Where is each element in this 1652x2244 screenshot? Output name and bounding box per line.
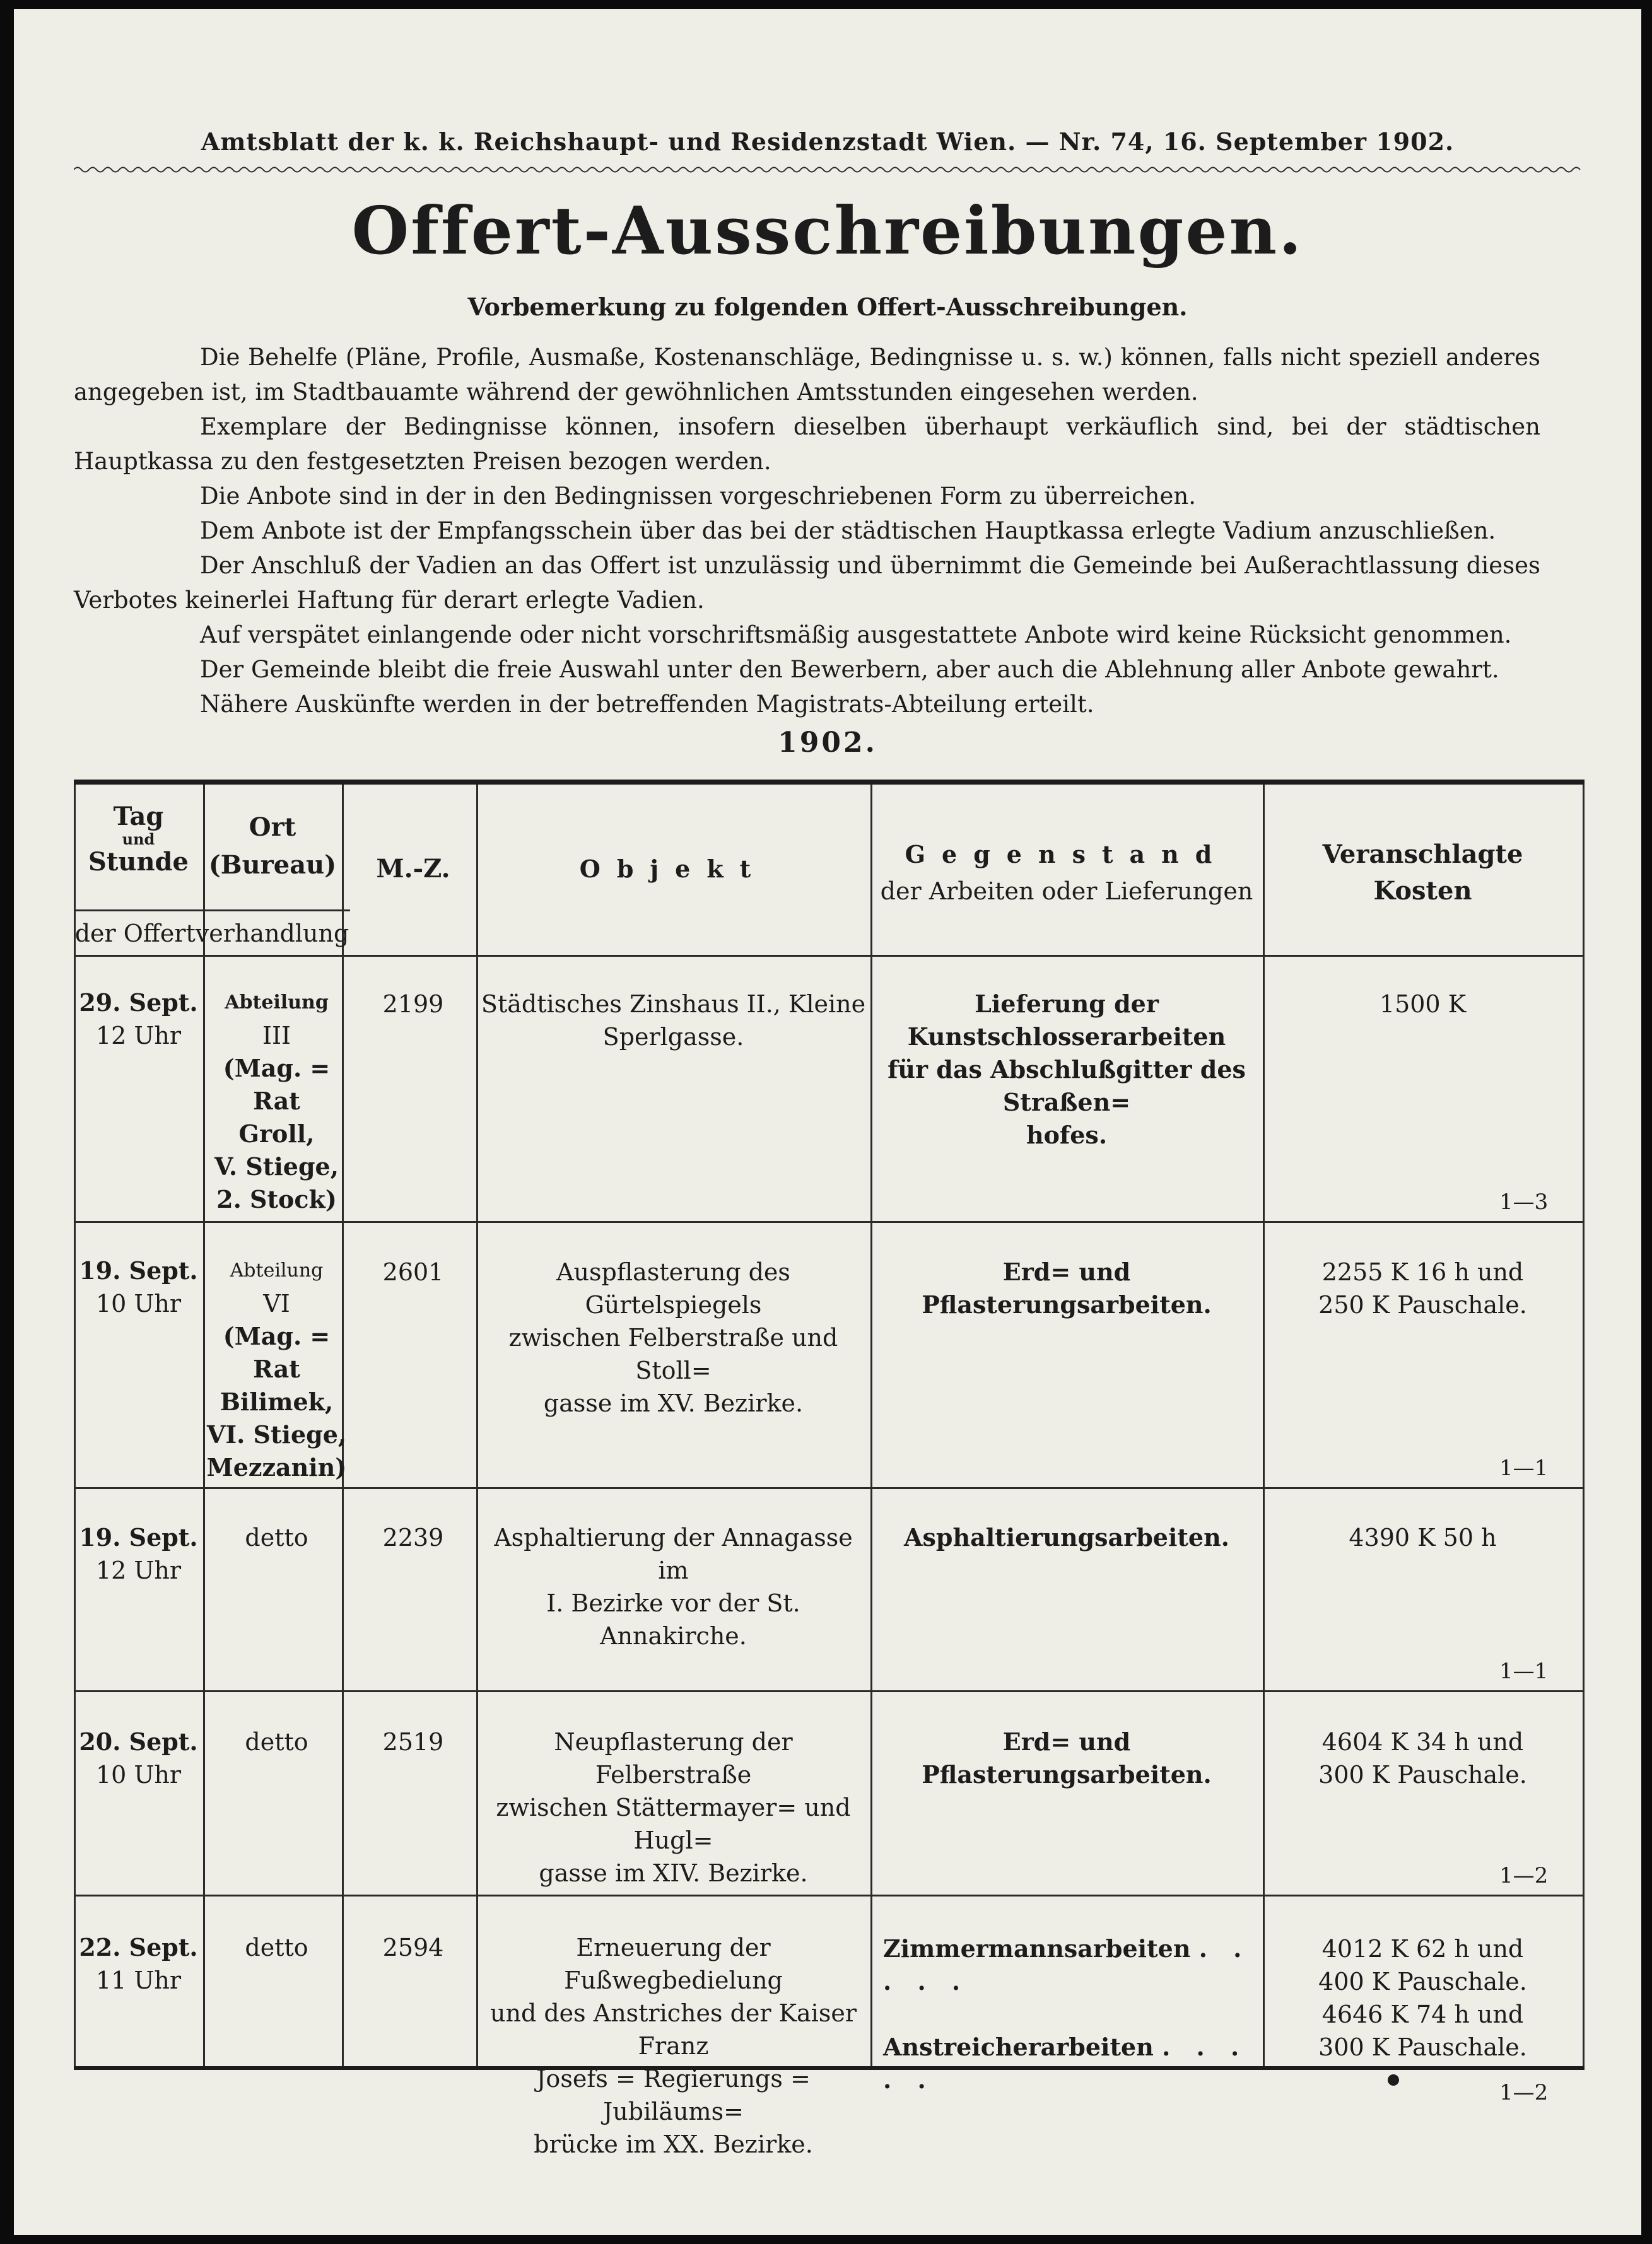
row-kosten-line: 4390 K 50 h bbox=[1349, 1524, 1497, 1552]
row-kosten-line: 400 K Pauschale. bbox=[1318, 1968, 1527, 1996]
row-ort-line: Groll, bbox=[238, 1119, 315, 1148]
header-divider bbox=[74, 909, 350, 911]
subtitle: Vorbemerkung zu folgenden Offert-Ausschreibungen. bbox=[467, 293, 1188, 321]
intro-paragraph: Nähere Auskünfte werden in der betreffenden Magistrats-Abteilung erteilt. bbox=[200, 691, 1094, 718]
row-gegenstand-line bbox=[883, 1932, 1255, 1998]
row-ort bbox=[203, 1931, 350, 1964]
header-offertverhandlung: der Offertverhandlung bbox=[74, 920, 349, 947]
row-objekt-line: Josefs = Regierungs = Jubiläums= bbox=[536, 2065, 811, 2125]
row-kosten bbox=[1263, 1521, 1583, 1554]
bullet-mark bbox=[1388, 2074, 1399, 2086]
row-ort-line: Mezzanin) bbox=[206, 1453, 347, 1481]
row-ort bbox=[203, 986, 350, 1216]
row-gegenstand-line: Erd= und Pflasterungsarbeiten. bbox=[922, 1727, 1212, 1789]
row-divider bbox=[74, 1690, 1585, 1692]
row-gegenstand-line: hofes. bbox=[1026, 1121, 1108, 1149]
row-divider bbox=[74, 1221, 1585, 1223]
row-gegenstand bbox=[870, 988, 1263, 1152]
row-mz: 2239 bbox=[382, 1524, 444, 1552]
table-row-date bbox=[74, 1521, 203, 1587]
row-gegenstand-dots: . . . . . bbox=[883, 2033, 1248, 2094]
row-kosten-line: 4604 K 34 h und bbox=[1321, 1728, 1524, 1756]
row-time: 10 Uhr bbox=[95, 1290, 182, 1318]
row-gegenstand-line: für das Abschlußgitter des Straßen= bbox=[888, 1055, 1246, 1116]
row-divider bbox=[74, 1895, 1585, 1896]
row-kosten-line: 250 K Pauschale. bbox=[1318, 1291, 1527, 1319]
row-ort bbox=[203, 1726, 350, 1758]
row-ort bbox=[203, 1254, 350, 1484]
row-ort-line: (Mag. = Rat bbox=[223, 1054, 331, 1115]
header-kosten bbox=[1263, 836, 1583, 909]
row-mz: 2519 bbox=[382, 1728, 444, 1756]
row-kosten-line: 2255 K 16 h und bbox=[1321, 1258, 1524, 1286]
row-ref: 1—1 bbox=[1499, 1659, 1549, 1684]
table-border-left bbox=[74, 785, 76, 2066]
row-ref: 1—2 bbox=[1499, 2080, 1549, 2105]
row-mz: 2594 bbox=[382, 1934, 444, 1961]
header-und: und bbox=[122, 830, 155, 848]
intro-paragraph: Der Gemeinde bleibt die freie Auswahl unter den Bewerbern, aber auch die Ablehnung aller Anbote gewahrt. bbox=[200, 656, 1499, 683]
row-gegenstand-text: Zimmermannsarbeiten bbox=[883, 1934, 1191, 1963]
row-objekt-line: und des Anstriches der Kaiser Franz bbox=[490, 1999, 857, 2060]
header-gegenstand-bottom: der Arbeiten oder Lieferungen bbox=[880, 877, 1253, 905]
header-tag-stunde bbox=[74, 802, 203, 877]
row-ort-line: VI. Stiege, bbox=[206, 1420, 347, 1449]
row-kosten bbox=[1263, 1932, 1583, 2064]
row-gegenstand-dots: . . . . . bbox=[883, 1934, 1251, 1996]
row-gegenstand-text: Anstreicherarbeiten bbox=[883, 2033, 1154, 2061]
header-kosten-bottom: Kosten bbox=[1373, 876, 1472, 906]
row-mz: 2199 bbox=[382, 990, 444, 1018]
row-objekt-line: gasse im XV. Bezirke. bbox=[543, 1389, 804, 1417]
row-date: 20. Sept. bbox=[79, 1727, 198, 1756]
header-mz: M.-Z. bbox=[376, 854, 450, 884]
table-row-date bbox=[74, 986, 203, 1052]
row-objekt-line: gasse im XIV. Bezirke. bbox=[539, 1859, 808, 1887]
table-row-date bbox=[74, 1726, 203, 1791]
row-objekt bbox=[476, 1931, 870, 2161]
row-ort-label: Abteilung bbox=[230, 1259, 324, 1282]
row-objekt bbox=[476, 1726, 870, 1890]
row-time: 12 Uhr bbox=[95, 1557, 182, 1584]
running-head: Amtsblatt der k. k. Reichshaupt- und Residenzstadt Wien. — Nr. 74, 16. September 1902. bbox=[201, 127, 1455, 156]
header-objekt: Objekt bbox=[579, 855, 768, 883]
row-gegenstand bbox=[883, 1932, 1255, 2096]
header-gegenstand-top: Gegenstand bbox=[905, 840, 1229, 868]
row-date: 19. Sept. bbox=[79, 1523, 198, 1552]
row-date: 19. Sept. bbox=[79, 1256, 198, 1285]
intro-paragraph: Dem Anbote ist der Empfangsschein über das bei der städtischen Hauptkassa erlegte Vadium anzuschließen. bbox=[200, 517, 1496, 544]
row-ort-label: Abteilung bbox=[225, 991, 329, 1014]
row-gegenstand bbox=[870, 1521, 1263, 1554]
row-ort-line: (Mag. = Rat bbox=[223, 1322, 331, 1383]
row-gegenstand bbox=[870, 1726, 1263, 1791]
row-date: 29. Sept. bbox=[79, 988, 198, 1017]
column-divider bbox=[1263, 785, 1265, 2066]
table-row-date bbox=[74, 1254, 203, 1320]
column-divider bbox=[342, 785, 344, 909]
row-ort-line: V. Stiege, bbox=[214, 1152, 339, 1181]
page-title: Offert-Ausschreibungen. bbox=[351, 192, 1304, 269]
header-bottom-rule bbox=[74, 955, 1585, 957]
row-objekt-line: Neupflasterung der Felberstraße bbox=[554, 1728, 793, 1789]
row-objekt-line: Erneuerung der Fußwegbedielung bbox=[564, 1934, 783, 1994]
wavy-divider bbox=[74, 164, 1585, 175]
row-objekt-line: Asphaltierung der Annagasse im bbox=[494, 1524, 853, 1584]
row-kosten-line: 300 K Pauschale. bbox=[1318, 2033, 1527, 2061]
row-kosten-line: 4646 K 74 h und bbox=[1321, 2001, 1524, 2028]
row-kosten-line: 1500 K bbox=[1379, 990, 1467, 1018]
table-top-rule bbox=[74, 780, 1585, 785]
row-objekt bbox=[476, 1256, 870, 1420]
row-objekt bbox=[476, 988, 870, 1053]
row-kosten bbox=[1263, 988, 1583, 1020]
row-ort bbox=[203, 1521, 350, 1554]
row-ref: 1—3 bbox=[1499, 1189, 1549, 1215]
intro-paragraph: Die Anbote sind in der in den Bedingnissen vorgeschriebenen Form zu überreichen. bbox=[200, 482, 1196, 510]
row-time: 12 Uhr bbox=[95, 1022, 182, 1049]
row-objekt-line: zwischen Felberstraße und Stoll= bbox=[508, 1324, 838, 1384]
table-row-date bbox=[74, 1931, 203, 1997]
intro-paragraph: Auf verspätet einlangende oder nicht vorschriftsmäßig ausgestattete Anbote wird keine Rücksicht genommen. bbox=[200, 621, 1512, 648]
row-gegenstand-line: Lieferung der Kunstschlosserarbeiten bbox=[907, 990, 1226, 1051]
row-kosten-line: 4012 K 62 h und bbox=[1321, 1935, 1524, 1963]
header-gegenstand bbox=[870, 836, 1263, 909]
row-ref: 1—2 bbox=[1499, 1863, 1549, 1888]
header-kosten-top: Veranschlagte bbox=[1322, 839, 1523, 869]
row-objekt-line: brücke im XX. Bezirke. bbox=[534, 2130, 813, 2158]
row-gegenstand-line: Asphaltierungsarbeiten. bbox=[904, 1523, 1229, 1552]
document-page bbox=[14, 9, 1641, 2235]
intro-paragraph: Der Anschluß der Vadien an das Offert ist unzulässig und übernimmt die Gemeinde bei Außerachtlassung dieses Verbotes keinerlei Haftung für derart erlegte Vadien. bbox=[74, 552, 1540, 614]
row-ort-label: detto bbox=[245, 1728, 308, 1756]
row-gegenstand-line: Erd= und Pflasterungsarbeiten. bbox=[922, 1258, 1212, 1319]
column-divider bbox=[870, 785, 872, 2066]
row-gegenstand bbox=[870, 1256, 1263, 1321]
year-heading: 1902. bbox=[778, 727, 877, 759]
row-ort-line: Bilimek, bbox=[220, 1388, 334, 1416]
row-ref: 1—1 bbox=[1499, 1456, 1549, 1481]
row-kosten-line: 300 K Pauschale. bbox=[1318, 1761, 1527, 1789]
row-gegenstand-line bbox=[883, 2031, 1255, 2096]
row-objekt-line: I. Bezirke vor der St. Annakirche. bbox=[546, 1589, 800, 1650]
row-time: 11 Uhr bbox=[95, 1966, 182, 1994]
header-ort-top: Ort bbox=[249, 812, 296, 842]
row-time: 10 Uhr bbox=[95, 1761, 182, 1789]
row-objekt-line: zwischen Stättermayer= und Hugl= bbox=[496, 1794, 851, 1854]
row-date: 22. Sept. bbox=[79, 1933, 198, 1961]
row-ort-line: III bbox=[262, 1022, 291, 1049]
row-ort-label: detto bbox=[245, 1524, 308, 1552]
row-objekt bbox=[476, 1521, 870, 1652]
intro-paragraph: Exemplare der Bedingnisse können, insofern dieselben überhaupt verkäuflich sind, bei der städtischen Hauptkassa zu den festgesetzten Preisen bezogen werden. bbox=[74, 413, 1540, 475]
intro-paragraph: Die Behelfe (Pläne, Profile, Ausmaße, Kostenanschläge, Bedingnisse u. s. w.) können, falls nicht speziell anderes angegeben ist, im Stadtbauamte während der gewöhnlichen Amtsstunden eingesehen werden. bbox=[74, 344, 1540, 406]
row-objekt-line: Sperlgasse. bbox=[602, 1023, 744, 1051]
header-ort-bottom: (Bureau) bbox=[208, 850, 337, 880]
header-tag: Tag bbox=[113, 802, 164, 831]
header-ort bbox=[203, 809, 342, 884]
row-kosten bbox=[1263, 1256, 1583, 1321]
row-objekt-line: Auspflasterung des Gürtelspiegels bbox=[556, 1258, 790, 1319]
table-border-right bbox=[1583, 785, 1585, 2066]
intro-text bbox=[74, 340, 1540, 722]
row-objekt-line: Städtisches Zinshaus II., Kleine bbox=[481, 990, 866, 1018]
row-mz: 2601 bbox=[382, 1258, 444, 1286]
row-divider bbox=[74, 1487, 1585, 1489]
row-ort-line: 2. Stock) bbox=[216, 1185, 337, 1213]
header-stunde: Stunde bbox=[88, 847, 189, 877]
row-ort-line: VI bbox=[263, 1290, 290, 1318]
row-ort-label: detto bbox=[245, 1934, 308, 1961]
row-kosten bbox=[1263, 1726, 1583, 1791]
